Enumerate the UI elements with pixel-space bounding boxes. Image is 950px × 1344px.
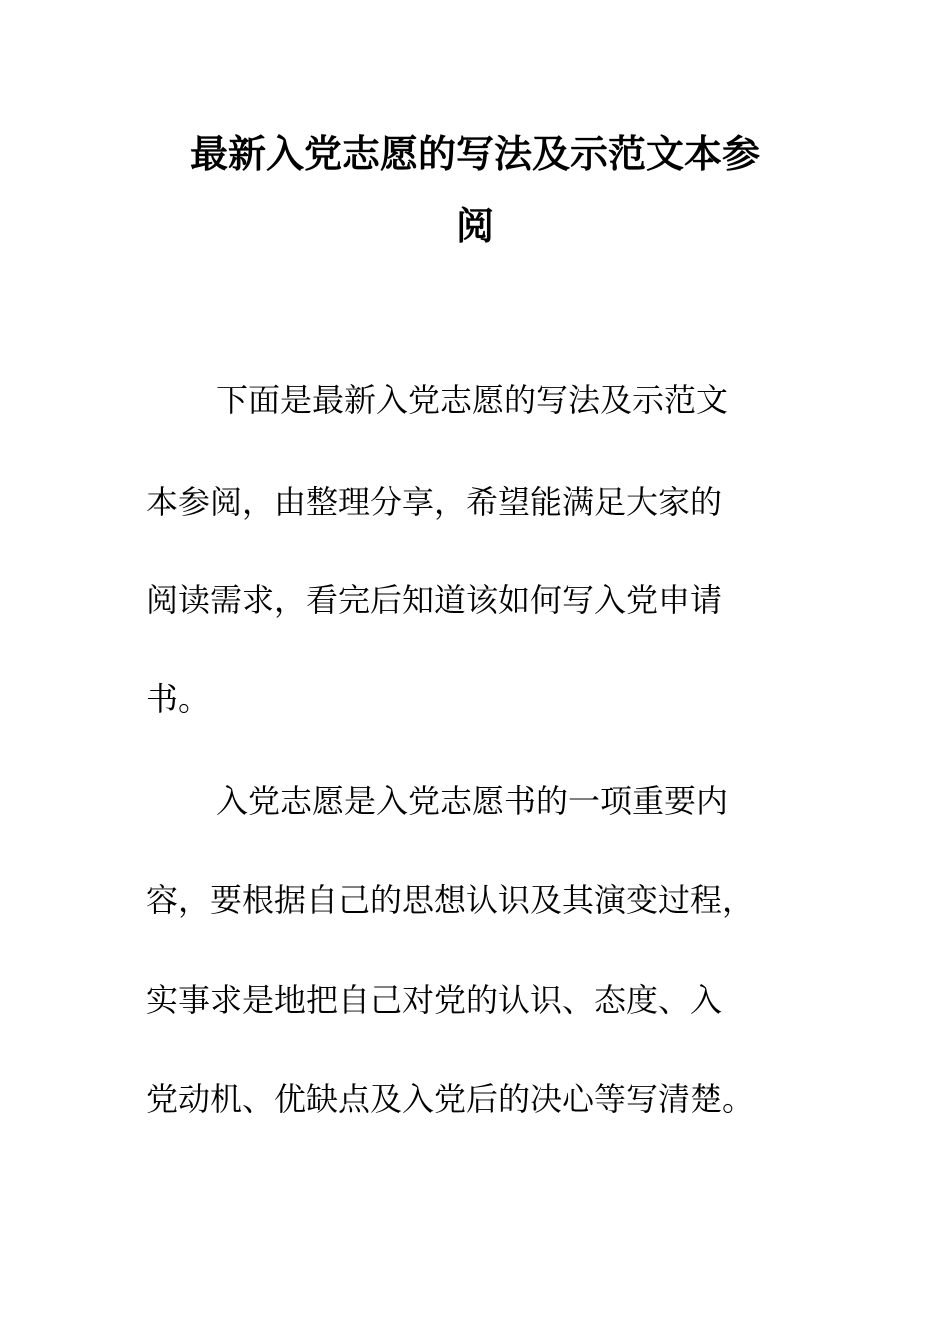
paragraph-1-line-4: 书。 xyxy=(146,680,211,718)
paragraph-1-line-1: 下面是最新入党志愿的写法及示范文 xyxy=(216,381,729,419)
paragraph-2-line-1: 入党志愿是入党志愿书的一项重要内 xyxy=(216,782,729,820)
paragraph-1-line-2: 本参阅，由整理分享，希望能满足大家的 xyxy=(146,483,723,521)
document-title-line-2: 阅 xyxy=(455,204,494,248)
paragraph-1-line-3: 阅读需求，看完后知道该如何写入党申请 xyxy=(146,581,723,619)
paragraph-2-line-2: 容，要根据自己的思想认识及其演变过程， xyxy=(146,881,755,919)
paragraph-2-line-4: 党动机、优缺点及入党后的决心等写清楚。 xyxy=(146,1080,755,1118)
paragraph-2-line-3: 实事求是地把自己对党的认识、态度、入 xyxy=(146,981,723,1019)
document-title-line-1: 最新入党志愿的写法及示范文本参 xyxy=(189,132,760,176)
